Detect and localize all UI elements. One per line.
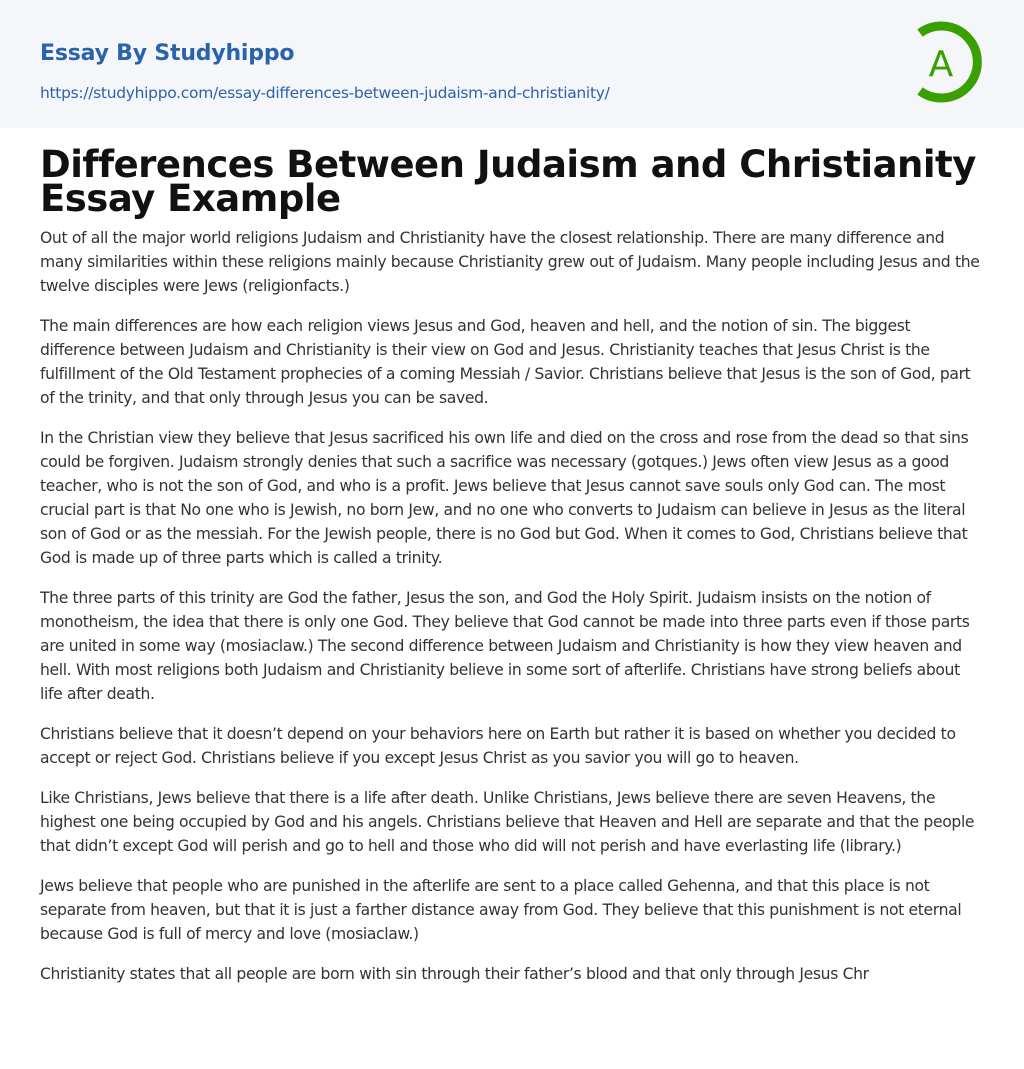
essay-paragraph: The three parts of this trinity are God the father, Jesus the son, and God the Holy Spirit. Judaism insists on the notion of monotheism, the idea that there is only one God. They believe that God cannot be made into three parts even if those parts are united in some way (mosiaclaw.) The second difference between Judaism and Christianity is how they view heaven and hell. With most religions both Judaism and Christianity believe in some sort of afterlife. Christians have strong beliefs about life after death. (40, 589, 970, 703)
page-title: Differences Between Judaism and Christianity Essay Example (40, 143, 976, 220)
site-header (0, 0, 1024, 128)
essay-paragraph: Christians believe that it doesn’t depend on your behaviors here on Earth but rather it is based on whether you decided to accept or reject God. Christians believe if you except Jesus Christ as you savior you will go to heaven. (40, 725, 956, 767)
essay-paragraph: In the Christian view they believe that Jesus sacrificed his own life and died on the cross and rose from the dead so that sins could be forgiven. Judaism strongly denies that such a sacrifice was necessary (gotques.) Jews often view Jesus as a good teacher, who is not the son of God, and who is a profit. Jews believe that Jesus cannot save souls only God can. The most crucial part is that No one who is Jewish, no born Jew, and no one who converts to Judaism can believe in Jesus as the literal son of God or as the messiah. For the Jewish people, there is no God but God. When it comes to God, Christians believe that God is made up of three parts which is called a trinity. (40, 429, 969, 567)
essay-paragraph: The main differences are how each religion views Jesus and God, heaven and hell, and the notion of sin. The biggest difference between Judaism and Christianity is their view on God and Jesus. Christianity teaches that Jesus Christ is the fulfillment of the Old Testament prophecies of a coming Messiah / Savior. Christians believe that Jesus is the son of God, part of the trinity, and that only through Jesus you can be saved. (40, 317, 971, 407)
article (0, 128, 1024, 986)
logo-letter: A (928, 44, 954, 85)
essay-paragraph: Like Christians, Jews believe that there is a life after death. Unlike Christians, Jews believe there are seven Heavens, the highest one being occupied by God and his angels. Christians believe that Heaven and Hell are separate and that the people that didn’t except God will perish and go to hell and those who did will not perish and have everlasting life (library.) (40, 789, 975, 855)
essay-url-link[interactable]: https://studyhippo.com/essay-differences-between-judaism-and-christianity/ (40, 84, 610, 102)
essay-body (40, 216, 984, 986)
essay-paragraph: Jews believe that people who are punished in the afterlife are sent to a place called Gehenna, and that this place is not separate from heaven, but that it is just a farther distance away from God. They believe that this punishment is not eternal because God is full of mercy and love (mosiaclaw.) (40, 877, 962, 943)
studyhippo-logo-icon[interactable] (912, 19, 986, 105)
essay-paragraph: Christianity states that all people are born with sin through their father’s blood and that only through Jesus Chr (40, 965, 869, 983)
essay-paragraph: Out of all the major world religions Judaism and Christianity have the closest relationship. There are many difference and many similarities within these religions mainly because Christianity grew out of Judaism. Many people including Jesus and the twelve disciples were Jews (religionfacts.) (40, 229, 980, 295)
brand-title[interactable]: Essay By Studyhippo (40, 41, 295, 66)
